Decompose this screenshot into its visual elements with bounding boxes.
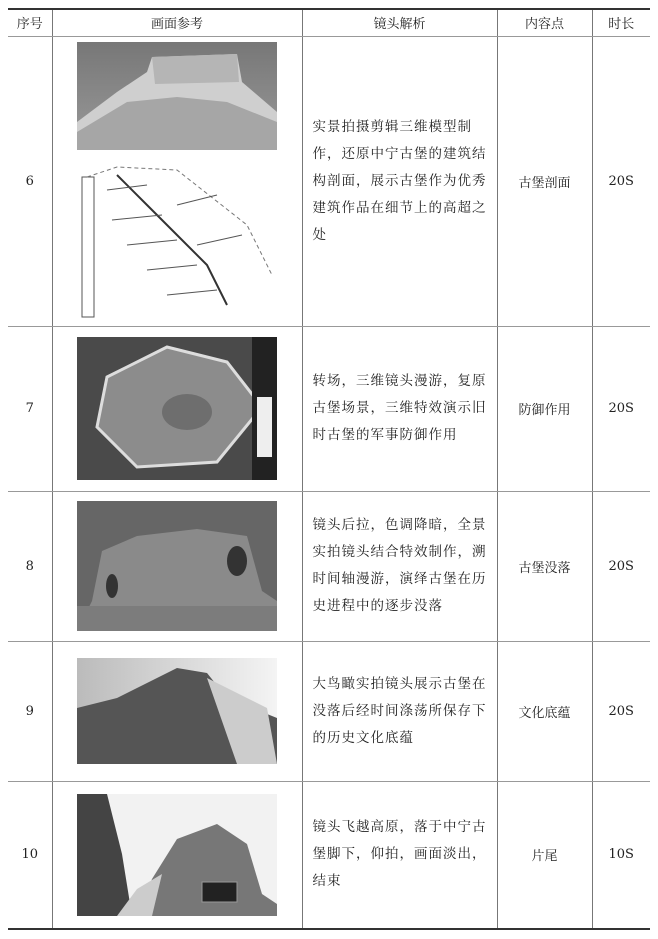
content-point: 防御作用 [497,326,592,491]
content-point: 文化底蕴 [497,641,592,781]
structure-section-diagram [77,155,277,320]
header-row [8,9,650,36]
content-point: 古堡没落 [497,491,592,641]
header-reference: 画面参考 [52,9,302,36]
reference-images [52,491,302,641]
header-no: 序号 [8,9,52,36]
shot-description: 大鸟瞰实拍镜头展示古堡在没落后经时间涤荡所保存下的历史文化底蕴 [302,641,497,781]
table-row [8,326,650,491]
shot-description: 镜头飞越高原，落于中宁古堡脚下，仰拍，画面淡出，结束 [302,781,497,929]
reference-images [52,36,302,326]
duration: 20S [592,36,650,326]
row-number: 9 [8,641,52,781]
row-number: 6 [8,36,52,326]
header-shot-analysis: 镜头解析 [302,9,497,36]
ruined-fortress-photo [77,501,277,631]
content-point: 古堡剖面 [497,36,592,326]
reference-images [52,641,302,781]
content-point: 片尾 [497,781,592,929]
shot-description: 实景拍摄剪辑三维模型制作，还原中宁古堡的建筑结构剖面，展示古堡作为优秀建筑作品在细节上的高超之处 [302,36,497,326]
reference-images [52,326,302,491]
fortress-cliff-photo [77,42,277,150]
shot-description: 转场，三维镜头漫游，复原古堡场景，三维特效演示旧时古堡的军事防御作用 [302,326,497,491]
table-row [8,491,650,641]
duration: 20S [592,491,650,641]
header-content-point: 内容点 [497,9,592,36]
row-number: 7 [8,326,52,491]
header-duration: 时长 [592,9,650,36]
reference-images [52,781,302,929]
storyboard-table [8,8,650,930]
row-number: 10 [8,781,52,929]
aerial-fortress-photo [77,337,277,480]
fortress-foot-photo [77,794,277,916]
fortress-sunset-photo [77,658,277,764]
row-number: 8 [8,491,52,641]
table-row [8,36,650,326]
table-row [8,781,650,929]
shot-description: 镜头后拉，色调降暗，全景实拍镜头结合特效制作，溯时间轴漫游，演绎古堡在历史进程中的逐步没落 [302,491,497,641]
table-row [8,641,650,781]
duration: 10S [592,781,650,929]
duration: 20S [592,641,650,781]
duration: 20S [592,326,650,491]
